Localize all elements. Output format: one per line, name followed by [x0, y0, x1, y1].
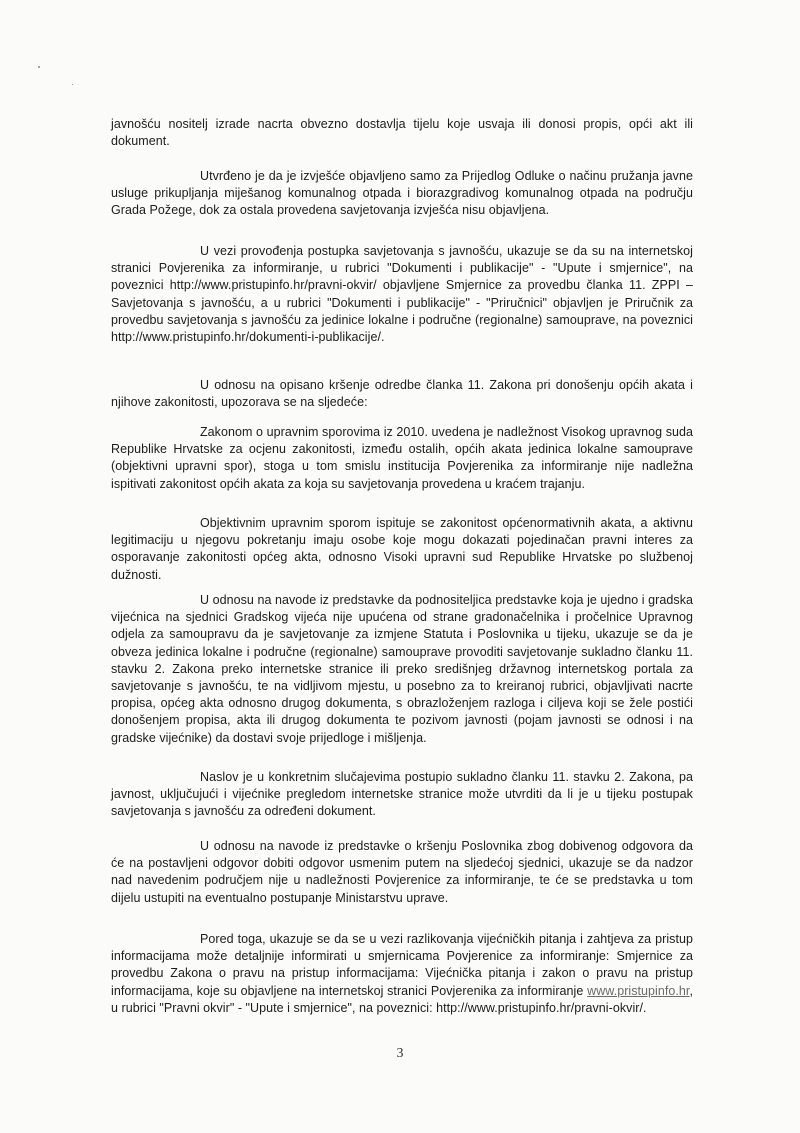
paragraph-text: Objektivnim upravnim sporom ispituje se zakonitost općenormativnih akata, a aktivnu legitimaciju u njegovu pokretanju imaju osobe koje mogu dokazati pojedinačan pravni interes za osporavanje zakonitosti općeg akta, odnosno Visoki upravni sud Republike Hrvatske po službenoj dužnosti. [111, 516, 693, 582]
paragraph-text: U odnosu na navode iz predstavke da podnositeljica predstavke koja je ujedno i gradska vijećnica na sjednici Gradskog vijeća nije upućena od strane gradonačelnika i pročelnice Upravnog odjela za samoupravu da je savjetovanje za izmjene Statuta i Poslovnika u tijeku, ukazuje se da je obveza jedinica lokalne i područne (regionalne) samouprave provoditi savjetovanje sukladno članku 11. stavku 2. Zakona preko internetske stranice ili preko središnjeg državnog internetskog portala za savjetovanje s javnošću, te na vidljivom mjestu, u posebno za to kreiranoj rubrici, objavljivati nacrte propisa, općeg akta odnosno drugog dokumenta, s obrazloženjem razloga i ciljeva koji se žele postići donošenjem propisa, akta ili drugog dokumenta te pozivom javnosti (pojam javnosti se odnosi i na gradske vijećnike) da dostavi svoje prijedloge i mišljenja. [111, 593, 693, 745]
paragraph-text: javnošću nositelj izrade nacrta obvezno dostavlja tijelu koje usvaja ili donosi propis, opći akt ili dokument. [111, 117, 693, 149]
paragraph-text-end: , u rubrici "Pravni okvir" - "Upute i smjernice", na poveznici: http://www.pristupinfo.hr/pravni-okvir/. [111, 983, 693, 1015]
paragraph-compliance [111, 769, 693, 821]
paragraph-rules-of-procedure [111, 838, 693, 907]
paragraph-text: Utvrđeno je da je izvješće objavljeno samo za Prijedlog Odluke o načinu pružanja javne usluge prikupljanja miješanog komunalnog otpada i biorazgradivog komunalnog otpada na području Grada Požege, dok za ostala provedena savjetovanja izvješća nisu objavljena. [111, 169, 693, 218]
paragraph-text: Naslov je u konkretnim slučajevima postupio sukladno članku 11. stavku 2. Zakona, pa javnost, uključujući i vijećnike pregledom internetske stranice može utvrditi da li je u tijeku postupak savjetovanja s javnošću za određeni dokument. [111, 770, 693, 819]
paragraph-violation-warning [111, 377, 693, 411]
paragraph-text: U odnosu na navode iz predstavke o kršenju Poslovnika zbog dobivenog odgovora da će na postavljeni odgovor dobiti odgovor usmenim putem na sljedećoj sjednici, ukazuje se da nadzor nad navedenim područjem nije u nadležnosti Povjerenice za informiranje, te će se predstavka u tom dijelu ustupiti na eventualno postupanje Ministarstvu uprave. [111, 839, 693, 905]
paragraph-objective-dispute [111, 515, 693, 584]
paragraph-text: U odnosu na opisano kršenje odredbe članka 11. Zakona pri donošenju općih akata i njihove zakonitosti, upozorava se na sljedeće: [111, 378, 693, 410]
paragraph-text-start: Pored toga, ukazuje se da se u vezi razlikovanja vijećničkih pitanja i zahtjeva za pristup informacijama može detaljnije informirati u smjernicama Povjerenice za informiranje: Smjernice za provedbu Zakona o pravu na pristup informacijama: Vijećnička pitanja i zakon o pravu na pristup informacijama, koje su objavljene na internetskoj stranici Povjerenika za informiranje [111, 932, 693, 998]
paragraph-text [111, 931, 693, 1017]
website-link[interactable]: www.pristupinfo.hr [587, 983, 690, 998]
paragraph-administrative-disputes [111, 424, 693, 493]
paragraph-report-published [111, 168, 693, 220]
paragraph-continuation [111, 116, 693, 150]
paragraph-text: Zakonom o upravnim sporovima iz 2010. uvedena je nadležnost Visokog upravnog suda Republike Hrvatske za ocjenu zakonitosti, između ostalih, općih akata jedinica lokalne samouprave (objektivni upravni spor), stoga u tom smislu institucija Povjerenika za informiranje nije nadležna ispitivati zakonitost općih akata za koja su savjetovanja provedena u kraćem trajanju. [111, 425, 693, 491]
scan-speck [38, 66, 40, 68]
paragraph-additional-guidance [111, 931, 693, 1017]
paragraph-council-member-claims [111, 592, 693, 747]
page-number: 3 [396, 1046, 404, 1061]
paragraph-consultation-guidelines [111, 243, 693, 346]
paragraph-text: U vezi provođenja postupka savjetovanja s javnošću, ukazuje se da su na internetskoj stranici Povjerenika za informiranje, u rubrici "Dokumenti i publikacije" - "Upute i smjernice", na poveznici http://www.pristupinfo.hr/pravni-okvir/ objavljene Smjernice za provedbu članka 11. ZPPI – Savjetovanja s javnošću, a u rubrici "Dokumenti i publikacije" - "Priručnici" objavljen je Priručnik za provedbu savjetovanja s javnošću za jedinice lokalne i područne (regionalne) samouprave, na poveznici http://www.pristupinfo.hr/dokumenti-i-publikacije/. [111, 244, 693, 345]
scan-speck [72, 84, 73, 85]
